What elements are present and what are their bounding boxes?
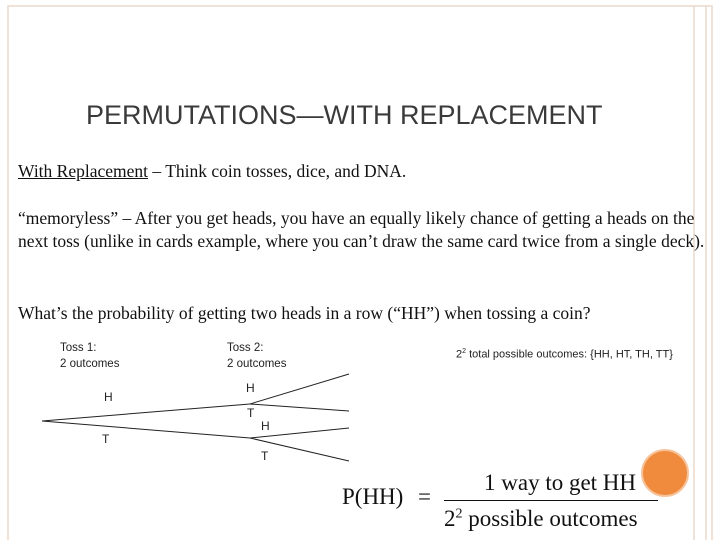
branch-toss1-h bbox=[42, 404, 250, 421]
toss2-lower-h-label: H bbox=[261, 419, 270, 433]
formula-lhs: P(HH) bbox=[342, 484, 404, 509]
slide-title: PERMUTATIONS—WITH REPLACEMENT bbox=[86, 100, 603, 130]
toss2-upper-t-label: T bbox=[247, 406, 255, 420]
branch-toss1-t bbox=[42, 421, 250, 438]
memoryless-paragraph: “memoryless” – After you get heads, you have an equally likely chance of getting a heads on the next toss (unlike in cards example, where you can’t draw the same card twice from a single deck). bbox=[18, 208, 705, 251]
formula-denominator bbox=[444, 506, 638, 532]
formula-numerator: 1 way to get HH bbox=[484, 470, 637, 495]
branch-h-h bbox=[250, 374, 349, 404]
formula-equals: = bbox=[418, 484, 431, 509]
denominator-text: possible outcomes bbox=[468, 506, 638, 531]
fraction-bar bbox=[444, 500, 658, 501]
total-base: 2 bbox=[456, 348, 463, 361]
probability-formula bbox=[340, 466, 670, 536]
question-paragraph: What’s the probability of getting two heads in a row (“HH”) when tossing a coin? bbox=[18, 303, 591, 323]
total-outcomes-text: total possible outcomes: {HH, HT, TH, TT} bbox=[466, 348, 673, 361]
definition-text: – Think coin tosses, dice, and DNA. bbox=[148, 161, 407, 181]
toss1-t-label: T bbox=[102, 432, 110, 446]
toss2-title: Toss 2: bbox=[227, 342, 264, 354]
denominator-base: 2 bbox=[444, 506, 456, 531]
decorative-orange-circle bbox=[641, 449, 689, 497]
toss1-h-label: H bbox=[104, 390, 113, 404]
branch-h-t bbox=[250, 404, 349, 411]
toss1-outcomes: 2 outcomes bbox=[60, 358, 120, 370]
toss2-lower-t-label: T bbox=[261, 449, 269, 463]
toss2-outcomes: 2 outcomes bbox=[227, 358, 287, 370]
total-exp: 2 bbox=[462, 348, 467, 355]
toss2-upper-h-label: H bbox=[246, 381, 255, 395]
denominator-exp: 2 bbox=[455, 506, 463, 522]
with-replacement-term: With Replacement bbox=[18, 161, 149, 181]
toss1-title: Toss 1: bbox=[60, 342, 97, 354]
